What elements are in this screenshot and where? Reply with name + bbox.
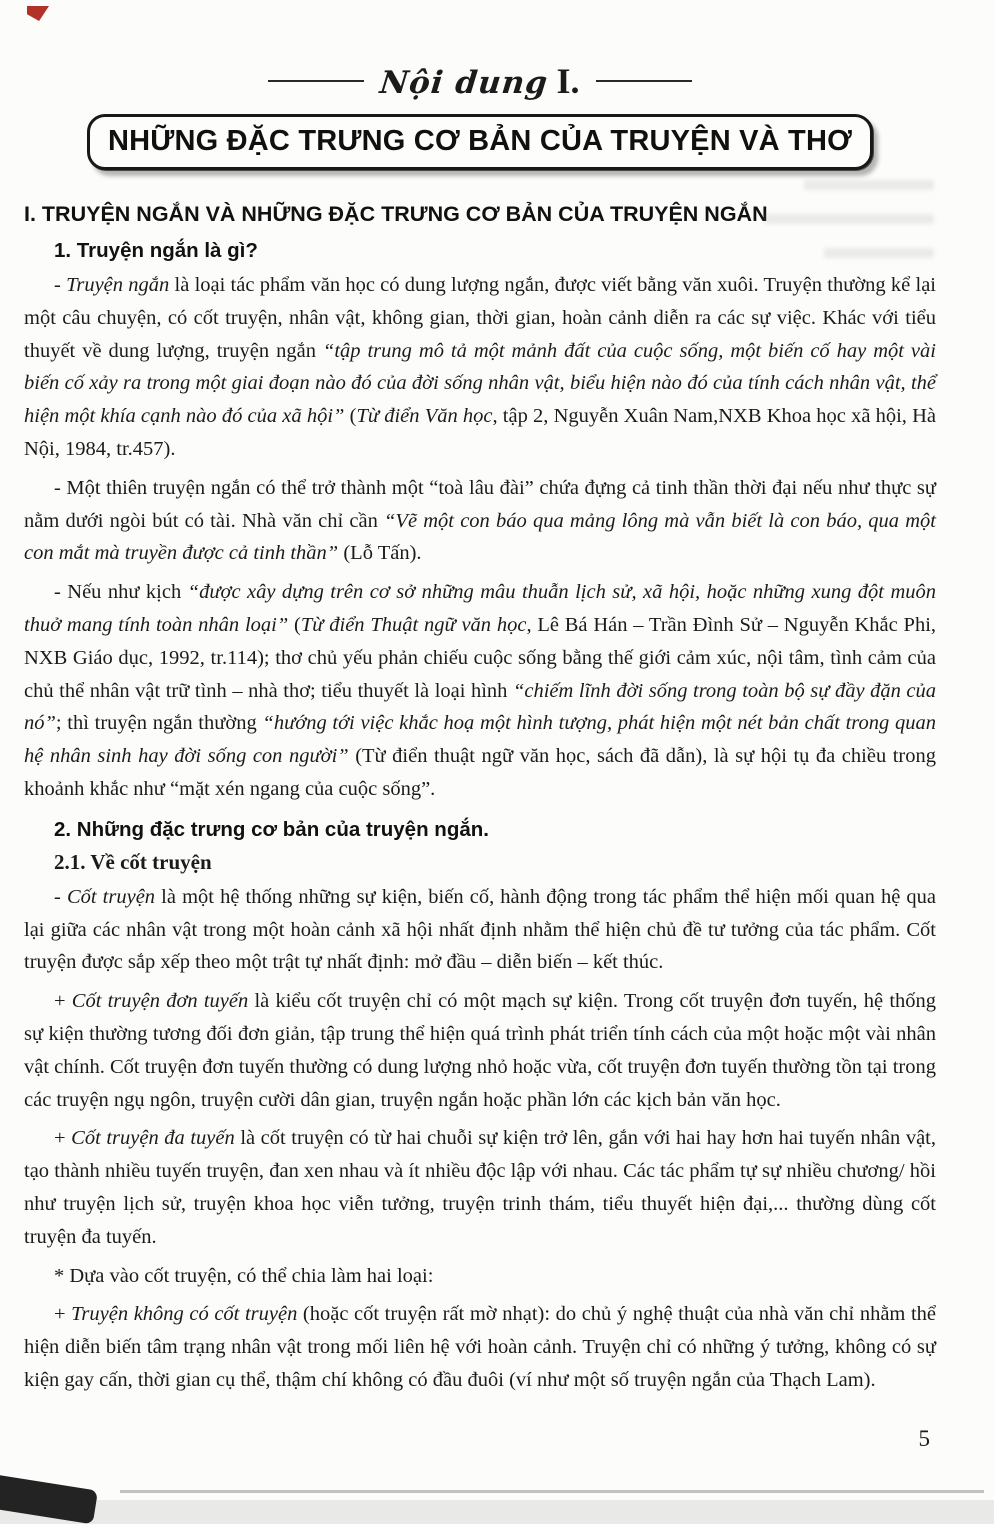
paragraph bbox=[24, 1260, 936, 1293]
text-run: , tập 2, Nguyễn Xuân Nam,NXB Khoa học xã hội, Hà Nội, 1984, tr.457). bbox=[24, 405, 937, 460]
text-run: + bbox=[54, 990, 72, 1013]
text-run: ( bbox=[344, 405, 357, 428]
scan-bleed-artifact bbox=[764, 214, 934, 224]
text-run: , Lê Bá Hán – Trần Đình Sử – Nguyễn Khắc Phi, NXB Giáo dục, 1992, tr.114); thơ chủ yếu phản chiếu cuộc sống bằng thế giới cảm xúc, nội tâm, tình cảm của chủ thể nhân vật trữ tình – nhà thơ; tiểu thuyết là loại hình bbox=[24, 613, 937, 702]
section-heading: I. TRUYỆN NGẮN VÀ NHỮNG ĐẶC TRƯNG CƠ BẢN CỦA TRUYỆN NGẮN bbox=[24, 202, 768, 226]
header-rule-right bbox=[596, 80, 692, 82]
scan-line-artifact bbox=[120, 1490, 984, 1493]
italic-run: Cốt truyện đa tuyến bbox=[71, 1127, 235, 1150]
italic-run: “Vẽ một con báo qua mảng lông mà vẫn biết là con báo, qua một con mắt mà truyền được cả tinh thần” bbox=[24, 509, 936, 565]
text-run: + bbox=[54, 1127, 72, 1150]
text-run: là cốt truyện có từ hai chuỗi sự kiện trở lên, gắn với hai hay hơn hai tuyến nhân vật, tạo thành nhiều tuyến truyện, đan xen nhau và ít nhiều độc lập với nhau. Các tác phẩm tự sự nhiều chương/ hồi như truyện lịch sử, truyện khoa học viễn tưởng, truyện trinh thám, tiểu thuyết hiện đại,... thường dùng cốt truyện đa tuyến. bbox=[24, 1127, 937, 1248]
serif-heading: 2.1. Về cốt truyện bbox=[54, 849, 212, 874]
text-run: - Nếu như kịch bbox=[54, 581, 188, 604]
scan-bleed-artifact bbox=[824, 248, 934, 258]
page-number: 5 bbox=[918, 1426, 930, 1451]
content-blocks bbox=[24, 202, 936, 1397]
text-run: là loại tác phẩm văn học có dung lượng ngắn, được viết bằng văn xuôi. Truyện thường kể lại một câu chuyện, có cốt truyện, nhân vật, không gian, thời gian, hoàn cảnh diễn ra các sự việc. Khác với tiểu thuyết về dung lượng, truyện ngắn bbox=[24, 274, 937, 362]
text-run: (Từ điển thuật ngữ văn học, sách đã dẫn), là sự hội tụ đa chiều trong khoảnh khắc như “mặt xén ngang của cuộc sống”. bbox=[24, 745, 936, 800]
chapter-title-box bbox=[87, 114, 873, 170]
italic-run: “tập trung mô tả một mảnh đất của cuộc sống, một biến cố hay một vài biến cố xảy ra trong một giai đoạn nào đó của đời sống nhân vật, biểu hiện nào đó của tính cách nhân vật, thể hiện một khía cạnh nào đó của xã hội” bbox=[24, 339, 936, 428]
paragraph bbox=[24, 576, 936, 806]
scan-bleed-artifact bbox=[804, 180, 934, 190]
section-header-ornament bbox=[24, 0, 936, 102]
scan-edge-smudge bbox=[0, 1474, 98, 1524]
text-run: * Dựa vào cốt truyện, có thể chia làm hai loại: bbox=[54, 1264, 434, 1287]
paragraph bbox=[24, 269, 936, 466]
header-script-text: Nội dung bbox=[378, 65, 551, 101]
italic-run: Truyện không có cốt truyện bbox=[71, 1303, 298, 1326]
paragraph bbox=[24, 985, 936, 1116]
italic-run: Từ điển Văn học bbox=[356, 405, 493, 428]
text-run: - Một thiên truyện ngắn có thể trở thành một “toà lâu đài” chứa đựng cả tinh thần thời đại nếu như thực sự nằm dưới ngòi bút có tài. Nhà văn chỉ cần bbox=[24, 476, 936, 532]
sub-heading: 2. Những đặc trưng cơ bản của truyện ngắn. bbox=[54, 817, 489, 841]
sub-heading: 1. Truyện ngắn là gì? bbox=[54, 239, 258, 262]
header-rule-left bbox=[268, 80, 364, 82]
text-run: là một hệ thống những sự kiện, biến cố, hành động trong tác phẩm thể hiện mối quan hệ qua lại giữa các nhân vật trong một hoàn cảnh xã hội nhất định nhằm thể hiện chủ đề tư tưởng của tác phẩm. Cốt truyện được sắp xếp theo một trật tự nhất định: mở đầu – diễn biến – kết thúc. bbox=[24, 885, 937, 974]
paragraph bbox=[24, 1298, 936, 1396]
italic-run: “hướng tới việc khắc hoạ một hình tượng, phát hiện một nét bản chất trong quan hệ nhân sinh hay đời sống con người” bbox=[24, 712, 936, 768]
italic-run: Từ điển Thuật ngữ văn học bbox=[300, 613, 527, 636]
text-run: ( bbox=[288, 613, 301, 636]
chapter-title: NHỮNG ĐẶC TRƯNG CƠ BẢN CỦA TRUYỆN VÀ THƠ bbox=[107, 125, 853, 157]
text-run: + bbox=[54, 1303, 72, 1326]
header-script-numeral: I. bbox=[556, 61, 580, 101]
text-run: - bbox=[54, 274, 67, 296]
text-run: ; thì truyện ngắn thường bbox=[55, 712, 263, 735]
italic-run: Truyện ngắn bbox=[66, 274, 170, 296]
paragraph bbox=[24, 1122, 936, 1253]
text-run: là kiểu cốt truyện chỉ có một mạch sự kiện. Trong cốt truyện đơn tuyến, hệ thống sự kiện thường tương đối đơn giản, tập trung thể hiện quá trình phát triển tính cách của một hoặc một vài nhân vật chính. Cốt truyện đơn tuyến thường có dung lượng nhỏ hoặc vừa, cốt truyện đơn tuyến thường tồn tại trong các truyện ngụ ngôn, truyện cười dân gian, truyện ngắn hoặc phần lớn các kịch bản văn học. bbox=[24, 990, 937, 1111]
header-script bbox=[380, 60, 579, 102]
paragraph bbox=[24, 472, 936, 570]
italic-run: “được xây dựng trên cơ sở những mâu thuẫn lịch sử, xã hội, hoặc những xung đột muôn thuở mang tính toàn nhân loại” bbox=[24, 581, 936, 636]
text-run: (Lỗ Tấn). bbox=[338, 542, 422, 565]
text-run: (hoặc cốt truyện rất mờ nhạt): do chủ ý nghệ thuật của nhà văn chỉ nhằm thể hiện diễn biến tâm trạng nhân vật trong mối liên hệ với hoàn cảnh. Truyện chỉ có những ý tưởng, không có sự kiện gay cấn, thời gian cụ thể, thậm chí không có đầu đuôi (ví như một số truyện ngắn của Thạch Lam). bbox=[24, 1303, 936, 1391]
italic-run: “chiếm lĩnh đời sống trong toàn bộ sự đầy đặn của nó” bbox=[24, 679, 936, 735]
italic-run: Cốt truyện bbox=[66, 885, 156, 908]
text-run: - bbox=[54, 885, 67, 908]
paragraph bbox=[24, 881, 936, 979]
italic-run: Cốt truyện đơn tuyến bbox=[71, 990, 249, 1013]
